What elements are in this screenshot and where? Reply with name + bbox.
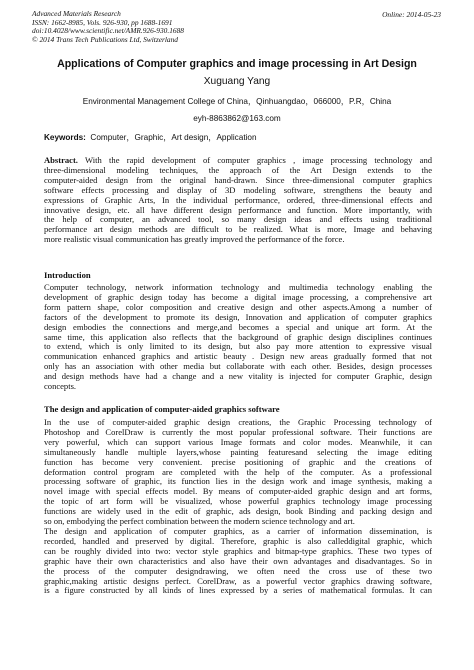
text-line: the topic of art form will be visualized, whose powerful graphics technology image processing (44, 496, 432, 507)
text-line: The design and application of computer graphics, as a carrier of information dissemination, is (44, 525, 432, 536)
text-line: the process of the computer designdrawing, we often need the cross use of these two (44, 565, 432, 576)
text-line: function has become very convenient. precise positioning of graphic and the creations of (44, 456, 432, 467)
abstract-label: Abstract. (44, 155, 78, 165)
journal-header (32, 10, 332, 45)
text-line: three-dimensional modeling techniques, the approach of the Art Design extends to the (44, 164, 432, 175)
online-date: Online: 2014-05-23 (382, 10, 441, 19)
text-line: Computer technology, network information technology and multimedia technology enabling the (44, 282, 432, 292)
keywords-list: Computer，Graphic，Art design，Application (90, 133, 257, 142)
text-line: software effects processing and display of 3D modeling software, strengthens the beauty and (44, 184, 432, 195)
text-line: the help of computer, an advanced tool, so many design ideas and effects using traditional (44, 214, 432, 225)
affiliation: Environmental Management College of China，Qinhuangdao，066000，P.R，China (82, 97, 392, 106)
paper-title: Applications of Computer graphics and image processing in Art Design (57, 58, 417, 70)
text-line: very powerful, which can support various Image formats and color modes. Meanwhile, it can (44, 436, 432, 447)
text-line: innovative design, etc. all have different design performance and function. More importantly, with (44, 204, 432, 215)
text-line: more realistic visual communication has greatly improved the performance of the force. (44, 234, 345, 245)
text-line: Abstract. With the rapid development of computer graphics , image processing technology and (44, 155, 432, 165)
issn-line: ISSN: 1662-8985, Vols. 926-930, pp 1688-1691 (32, 17, 173, 27)
text-line: factors of the development to promote its design, Innovation and application of computer graphics (44, 311, 432, 322)
doi-line: doi:10.4028/www.scientific.net/AMR.926-930.1688 (32, 26, 184, 36)
author-name: Xuguang Yang (203, 76, 271, 87)
text-line: novel image with special effects model. By means of computer-aided graphic design and art forms, (44, 486, 432, 497)
text-line: so on, embodying the perfect combination between the modern science technology and art. (44, 516, 355, 527)
intro-paragraph (44, 283, 432, 392)
text-line: recorded, handled and preserved by digital. Therefore, graphic is also calleddigital graphic, which (44, 535, 432, 546)
keywords-label: Keywords: (44, 133, 86, 142)
text-line: In the use of computer-aided graphic design creations, the Graphic Processing technology of (44, 417, 432, 427)
text-line: deformation control program are completed with the help of the computer. As a professional (44, 466, 432, 477)
section2-heading: The design and application of computer-aided graphics software (44, 404, 280, 414)
text-line: functions are widely used in the edit of graphic, ads design, book Binding and packing design and (44, 506, 432, 517)
text-line: and design methods have had a change and a new vitality is injected for computer Graphic, design (44, 371, 432, 382)
text-line: communication enhanced graphics and artistic beauty . Design new areas gradually formed that not (44, 351, 432, 362)
text-line: design embodies the connections and merge,and becomes a special and unique art form. At the (44, 321, 432, 332)
text-line: to extend, which is only limited to its design, but also pay more attention to expressive visual (44, 341, 432, 352)
text-line: computer-aided design from the original hand-drawn. Since three-dimensional computer graphics (44, 174, 432, 185)
text-line: is a figure constructed by all kinds of lines expressed by a series of mathematical formulas. It can (44, 585, 432, 596)
abstract-paragraph (44, 156, 432, 245)
section2-paragraph (44, 418, 432, 596)
text-line: development of graphic design today has become a digital image processing, a comprehensive art (44, 291, 432, 302)
text-line: form pattern shape, color composition and creative design and other aspects.Among a number of (44, 301, 432, 312)
text-line: expressions of Graphic Arts, In the individual performance, ordered, three-dimensional effects and (44, 194, 432, 205)
text-line: performance art design methods are difficult to be realized. What is more, Image and behaving (44, 224, 432, 235)
text-line: Photoshop and CorelDraw is currently the most popular professional software. Their functions are (44, 426, 432, 437)
text-line: graphic have their own characteristics and also have their own advantages and disadvantages. So in (44, 555, 432, 566)
journal-name: Advanced Materials Research (32, 9, 121, 18)
text-line: same time, this application also reflects that the background of graphic design disciplines continues (44, 331, 432, 342)
text-line: can be roughly divided into two: vector style graphics and bitmap-type graphics. These two types of (44, 545, 432, 556)
text-line: simultaneously handle multiple layers,whose painting featuresand selecting the image editing (44, 446, 432, 457)
text-line: only has an association with other media but collaborate with each other. Besides, design processes (44, 361, 432, 372)
author-email: eyh-8863862@163.com (193, 114, 281, 123)
copyright-line: © 2014 Trans Tech Publications Ltd, Switzerland (32, 35, 178, 45)
intro-heading: Introduction (44, 270, 91, 280)
text-line: concepts. (44, 381, 77, 392)
text-line: processing software of graphic, its function lies in the design work and image synthesis, making a (44, 476, 432, 487)
keywords-line (44, 132, 257, 143)
text-line: graphic,making artistic designs perfect. CorelDraw, as a powerful vector graphics drawing software, (44, 575, 432, 586)
